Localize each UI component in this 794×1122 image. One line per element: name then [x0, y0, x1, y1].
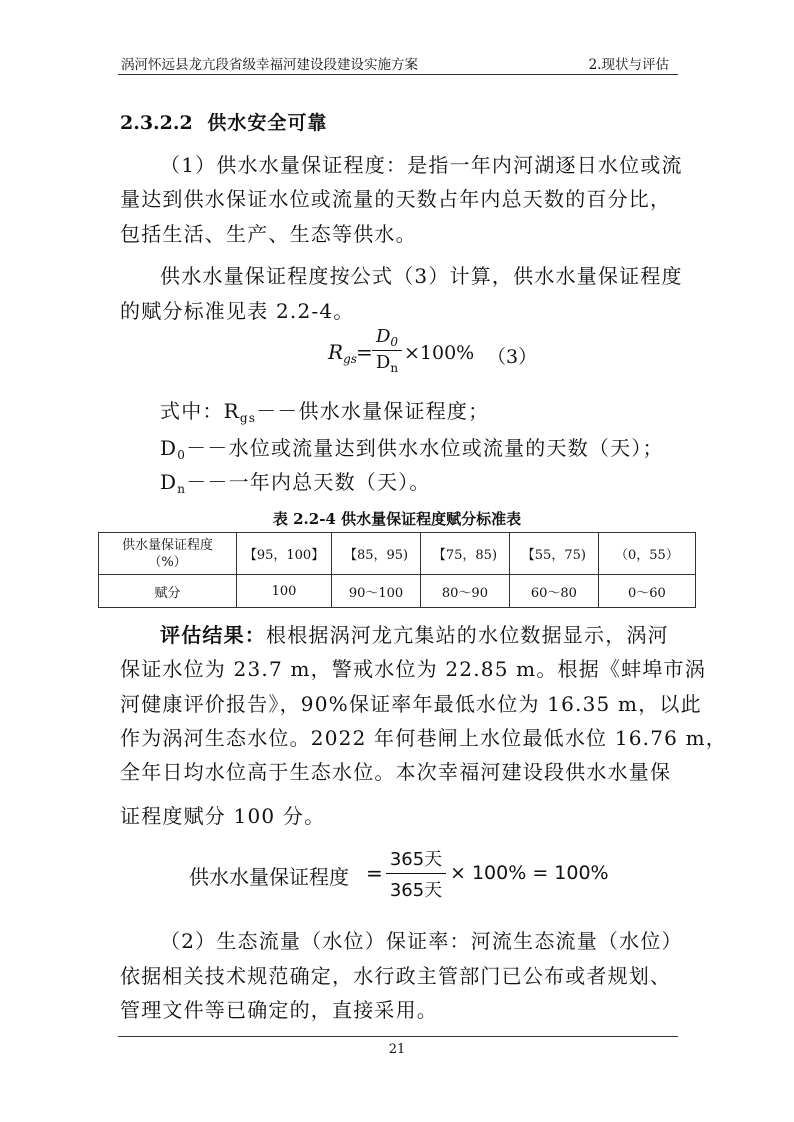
fraction-denominator: $D_n$ [375, 352, 399, 375]
paragraph-line: 的赋分标准见表 2.2-4。 [120, 299, 355, 323]
fraction-numerator: 365天 [389, 849, 443, 870]
formula2-equals: = [366, 861, 383, 885]
paragraph-line: （2）生态流量（水位）保证率：河流生态流量（水位） [160, 929, 683, 953]
fraction-bar [386, 873, 446, 874]
paragraph-line: 供水水量保证程度按公式（3）计算，供水水量保证程度 [160, 264, 683, 288]
header-section: 2.现状与评估 [588, 57, 669, 73]
fraction-numerator: $D_0$ [375, 326, 399, 349]
result-label: 评估结果： [160, 623, 266, 647]
paragraph-line: 管理文件等已确定的，直接采用。 [120, 998, 438, 1022]
definition-dn: $D_n--$一年内总天数（天）。 [160, 470, 431, 496]
table-cell: 60～80 [509, 575, 598, 608]
formula-number: （3） [487, 346, 538, 368]
table-header-cell: 赋分 [99, 575, 237, 608]
header-title: 涡河怀远县龙亢段省级幸福河建设段建设实施方案 [121, 57, 418, 73]
section-heading [120, 108, 327, 135]
formula-lhs: $R_{gs}$ [328, 340, 357, 366]
header-rule [118, 74, 678, 75]
page-number: 21 [388, 1042, 406, 1057]
table-cell: （0，55） [598, 533, 695, 575]
formula-equals: = [356, 340, 373, 364]
paragraph-line: 河健康评价报告》，90%保证率年最低水位为 16.35 m，以此 [120, 692, 702, 716]
formula-fraction [372, 326, 402, 375]
table-cell: 0～60 [598, 575, 695, 608]
paragraph-line: 全年日均水位高于生态水位。本次幸福河建设段供水水量保 [120, 760, 672, 784]
formula-multiplier: ×100% [404, 342, 475, 364]
formula2-lhs: 供水水量保证程度 [189, 865, 349, 889]
section-number: 2.3.2.2 [120, 112, 193, 134]
definition-rgs: 式中：$R_{gs}--$供水水量保证程度； [160, 399, 490, 425]
fraction-bar [372, 350, 402, 351]
paragraph-line: 依据相关技术规范确定，水行政主管部门已公布或者规划、 [120, 964, 672, 988]
table-row [99, 575, 696, 608]
table-cell: 80～90 [420, 575, 509, 608]
paragraph-line: （1）供水水量保证程度：是指一年内河湖逐日水位或流 [160, 153, 683, 177]
table-row [99, 533, 696, 575]
definition-d0: $D_0--$水位或流量达到供水水位或流量的天数（天）； [160, 436, 664, 462]
table-cell: 【75，85) [420, 533, 509, 575]
footer-rule [118, 1036, 678, 1037]
table-cell: 100 [237, 575, 332, 608]
paragraph-line: 保证水位为 23.7 m，警戒水位为 22.85 m。根据《蚌埠市涡 [120, 657, 706, 681]
table-cell: 【95，100】 [237, 533, 332, 575]
table-caption: 表 2.2-4 供水量保证程度赋分标准表 [272, 510, 522, 528]
fraction-denominator: 365天 [389, 880, 443, 901]
table-cell: 【55，75) [509, 533, 598, 575]
paragraph-line: 证程度赋分 100 分。 [120, 804, 326, 828]
score-table [98, 532, 696, 608]
result-line-1: 评估结果：根根据涡河龙亢集站的水位数据显示，涡河 [160, 623, 669, 647]
table-cell: 【85，95) [332, 533, 421, 575]
paragraph-line: 包括生活、生产、生态等供水。 [120, 222, 417, 246]
table-cell: 90～100 [332, 575, 421, 608]
paragraph-line: 量达到供水保证水位或流量的天数占年内总天数的百分比， [120, 187, 672, 211]
table-header-cell: 供水量保证程度 （%） [99, 533, 237, 575]
formula2-rhs: × 100% = 100% [450, 862, 609, 884]
formula2-fraction [386, 845, 446, 902]
section-title: 供水安全可靠 [207, 112, 328, 134]
paragraph-line: 作为涡河生态水位。2022 年何巷闸上水位最低水位 16.76 m， [120, 726, 727, 750]
